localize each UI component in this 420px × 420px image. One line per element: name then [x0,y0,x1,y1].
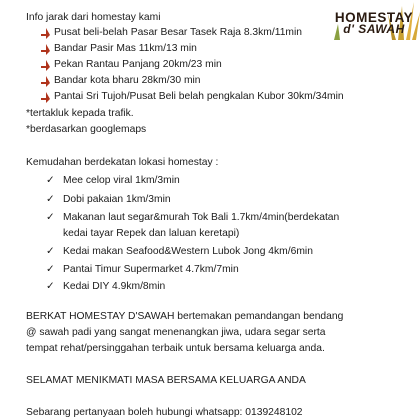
facility-item: Pantai Timur Supermarket 4.7km/7min [63,264,239,275]
facility-item: Kedai makan Seafood&Western Lubok Jong 4km/6min [63,246,313,257]
description-line: tempat rehat/persinggahan terbaik untuk bersama keluarga anda. [26,343,325,354]
check-icon: ✓ [46,175,55,186]
arrow-bullet-icon [40,76,50,87]
arrow-bullet-icon [40,44,50,55]
distance-title: Info jarak dari homestay kami [26,12,161,23]
closing-message: SELAMAT MENIKMATI MASA BERSAMA KELUARGA ANDA [26,375,306,386]
distance-item: Bandar kota bharu 28km/30 min [54,75,201,86]
arrow-bullet-icon [40,60,50,71]
facility-item: Dobi pakaian 1km/3min [63,194,171,205]
check-icon: ✓ [46,246,55,257]
facility-item: Makanan laut segar&murah Tok Bali 1.7km/4min(berdekatan [63,212,340,223]
distance-item: Pusat beli-belah Pasar Besar Tasek Raja 8.3km/11min [54,27,303,38]
homestay-logo [328,0,420,40]
check-icon: ✓ [46,281,55,292]
facility-item: Kedai DIY 4.9km/8min [63,281,166,292]
check-icon: ✓ [46,212,55,223]
logo-text-dsawah: d' SAWAH [343,22,405,36]
check-icon: ✓ [46,264,55,275]
facility-item: Mee celop viral 1km/3min [63,175,180,186]
facility-item-continuation: kedai tayar Repek dan laluan keretapi) [63,228,240,239]
logo-text-homestay: HOMESTAY [334,10,414,25]
source-note: *berdasarkan googlemaps [26,124,147,135]
distance-item: Pantai Sri Tujoh/Pusat Beli belah pengkalan Kubor 30km/34min [54,91,344,102]
distance-item: Pekan Rantau Panjang 20km/23 min [54,59,222,70]
description-line: @ sawah padi yang sangat menenangkan jiwa, udara segar serta [26,327,326,338]
facilities-title: Kemudahan berdekatan lokasi homestay : [26,157,219,168]
arrow-bullet-icon [40,28,50,39]
arrow-bullet-icon [40,92,50,103]
distance-item: Bandar Pasir Mas 11km/13 min [54,43,197,54]
traffic-note: *tertakluk kepada trafik. [26,108,134,119]
description-line: BERKAT HOMESTAY D'SAWAH bertemakan pemandangan bendang [26,311,344,322]
contact-line: Sebarang pertanyaan boleh hubungi whatsapp: 0139248102 [26,407,303,418]
check-icon: ✓ [46,194,55,205]
